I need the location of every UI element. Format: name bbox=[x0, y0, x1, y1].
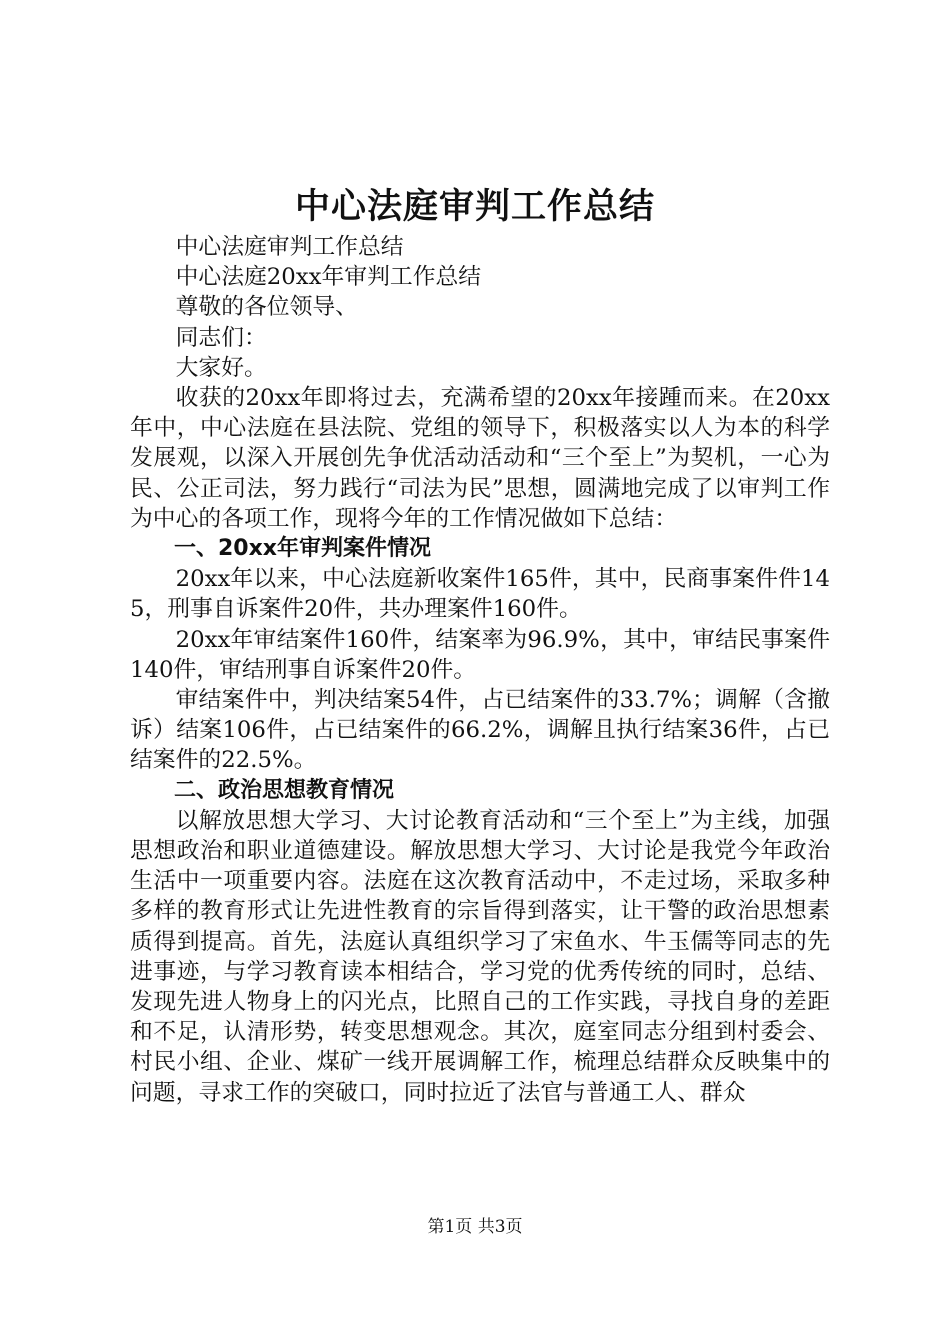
paragraph: 中心法庭20xx年审判工作总结 bbox=[175, 264, 482, 291]
paragraph: 20xx年审结案件160件，结案率为96.9%，其中，审结民事案件140件，审结刑事自诉案件20件。 bbox=[130, 626, 830, 683]
paragraph: 收获的20xx年即将过去，充满希望的20xx年接踵而来。在20xx年中，中心法庭在县法院、党组的领导下，积极落实以人为本的科学发展观，以深入开展创先争优活动活动和“三个至上”为契机，一心为民、公正司法，努力践行“司法为民”思想，圆满地完成了以审判工作为中心的各项工作，现将今年的工作情况做如下总结： bbox=[130, 385, 830, 532]
paragraph: 以解放思想大学习、大讨论教育活动和“三个至上”为主线，加强思想政治和职业道德建设。解放思想大学习、大讨论是我党今年政治生活中一项重要内容。法庭在这次教育活动中，不走过场，采取多种多样的教育形式让先进性教育的宗旨得到落实，让干警的政治思想素质得到提高。首先，法庭认真组织学习了宋鱼水、牛玉儒等同志的先进事迹，与学习教育读本相结合，学习党的优秀传统的同时，总结、发现先进人物身上的闪光点，比照自己的工作实践，寻找自身的差距和不足，认清形势，转变思想观念。其次，庭室同志分组到村委会、村民小组、企业、煤矿一线开展调解工作，梳理总结群众反映集中的问题，寻求工作的突破口，同时拉近了法官与普通工人、群众 bbox=[130, 807, 830, 1106]
page-footer: 第1页 共3页 bbox=[427, 1217, 523, 1237]
paragraph: 审结案件中，判决结案54件，占已结案件的33.7%；调解（含撤诉）结案106件，占已结案件的66.2%，调解且执行结案36件，占已结案件的22.5%。 bbox=[130, 687, 830, 774]
section-heading: 一、20xx年审判案件情况 bbox=[174, 536, 431, 562]
document-body bbox=[130, 232, 830, 1108]
paragraph: 尊敬的各位领导、 bbox=[175, 294, 358, 321]
paragraph: 同志们： bbox=[175, 324, 267, 351]
document-title: 中心法庭审判工作总结 bbox=[294, 187, 655, 227]
paragraph: 中心法庭审判工作总结 bbox=[175, 234, 404, 260]
paragraph: 大家好。 bbox=[175, 354, 267, 381]
section-heading: 二、政治思想教育情况 bbox=[174, 777, 395, 803]
paragraph: 20xx年以来，中心法庭新收案件165件，其中，民商事案件件145，刑事自诉案件20件，共办理案件160件。 bbox=[130, 566, 830, 623]
